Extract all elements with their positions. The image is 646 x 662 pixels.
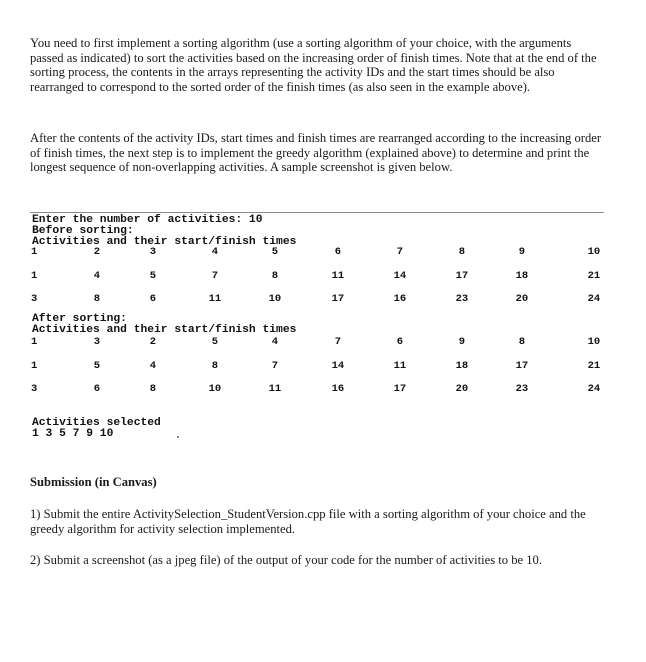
after-row-finish	[30, 383, 604, 395]
table-cell: 2	[93, 246, 101, 258]
table-cell: 6	[396, 336, 404, 348]
table-cell: 6	[93, 383, 101, 395]
table-cell: 5	[93, 360, 101, 372]
table-cell: 16	[331, 383, 345, 395]
table-cell: 8	[458, 246, 466, 258]
table-cell: 8	[211, 360, 219, 372]
table-cell: 4	[149, 360, 157, 372]
submission-item-1: 1) Submit the entire ActivitySelection_StudentVersion.cpp file with a sorting algorithm of your choice and the greedy algorithm for activity selection implemented.	[30, 507, 586, 536]
table-cell: 5	[271, 246, 279, 258]
before-row-ids	[30, 246, 604, 258]
table-cell: 7	[334, 336, 342, 348]
intro-paragraph: You need to first implement a sorting algorithm (use a sorting algorithm of your choice, with the arguments passed as indicated) to sort the activities based on the increasing order of finish times. Note that at the end of the sorting process, the contents in the arrays representing the activity IDs and the start times should be also rearranged to correspond to the sorted order of the finish times (as also seen in the example above).	[30, 36, 597, 94]
table-cell: 4	[93, 270, 101, 282]
table-cell: 23	[515, 383, 529, 395]
table-cell: 17	[515, 360, 529, 372]
console-line-count: Enter the number of activities: 10	[32, 214, 263, 226]
before-row-starts	[30, 270, 604, 282]
table-cell: 1	[31, 360, 38, 372]
table-cell: 3	[93, 336, 101, 348]
table-cell: 20	[455, 383, 469, 395]
before-row-finish	[30, 293, 604, 305]
console-line-activities-after: Activities and their start/finish times	[32, 324, 297, 336]
console-line-activities: Activities and their start/finish times	[32, 236, 297, 248]
table-cell: 11	[268, 383, 282, 395]
table-cell: 4	[271, 336, 279, 348]
table-cell: 4	[211, 246, 219, 258]
table-cell: 8	[149, 383, 157, 395]
table-cell: 17	[455, 270, 469, 282]
table-cell: 9	[518, 246, 526, 258]
table-cell: 8	[93, 293, 101, 305]
after-row-ids	[30, 336, 604, 348]
table-cell: 16	[393, 293, 407, 305]
table-cell: 14	[331, 360, 345, 372]
table-cell: 5	[149, 270, 157, 282]
table-cell: 7	[211, 270, 219, 282]
selected-label: Activities selected	[32, 417, 161, 429]
console-screenshot	[30, 212, 604, 443]
table-cell: 8	[271, 270, 279, 282]
table-cell: 10	[208, 383, 222, 395]
table-cell: 17	[393, 383, 407, 395]
cursor-dot	[177, 436, 179, 438]
table-cell: 5	[211, 336, 219, 348]
table-cell: 10	[587, 336, 601, 348]
greedy-paragraph: After the contents of the activity IDs, start times and finish times are rearranged according to the increasing order of finish times, the next step is to implement the greedy algorithm (explained above) to determine and print the longest sequence of non-overlapping activities. A sample screenshot is given below.	[30, 131, 602, 175]
table-cell: 1	[31, 336, 38, 348]
table-cell: 2	[149, 336, 157, 348]
submission-heading: Submission (in Canvas)	[30, 475, 157, 489]
table-cell: 11	[208, 293, 222, 305]
table-cell: 24	[587, 383, 601, 395]
table-cell: 3	[149, 246, 157, 258]
table-cell: 11	[331, 270, 345, 282]
selected-values: 1 3 5 7 9 10	[32, 428, 114, 440]
table-cell: 8	[518, 336, 526, 348]
table-cell: 23	[455, 293, 469, 305]
table-cell: 9	[458, 336, 466, 348]
console-line-after: After sorting:	[32, 313, 127, 325]
table-cell: 6	[149, 293, 157, 305]
table-cell: 10	[587, 246, 601, 258]
table-cell: 1	[31, 270, 38, 282]
submission-item-2: 2) Submit a screenshot (as a jpeg file) of the output of your code for the number of activities to be 10.	[30, 553, 543, 567]
console-line-before: Before sorting:	[32, 225, 134, 237]
table-cell: 18	[455, 360, 469, 372]
table-cell: 21	[587, 360, 601, 372]
after-row-starts	[30, 360, 604, 372]
table-cell: 1	[31, 246, 38, 258]
table-cell: 18	[515, 270, 529, 282]
table-cell: 17	[331, 293, 345, 305]
table-cell: 24	[587, 293, 601, 305]
table-cell: 14	[393, 270, 407, 282]
table-cell: 6	[334, 246, 342, 258]
table-cell: 3	[31, 383, 38, 395]
table-cell: 3	[31, 293, 38, 305]
table-cell: 21	[587, 270, 601, 282]
table-cell: 7	[396, 246, 404, 258]
table-cell: 7	[271, 360, 279, 372]
table-cell: 11	[393, 360, 407, 372]
table-cell: 20	[515, 293, 529, 305]
table-cell: 10	[268, 293, 282, 305]
